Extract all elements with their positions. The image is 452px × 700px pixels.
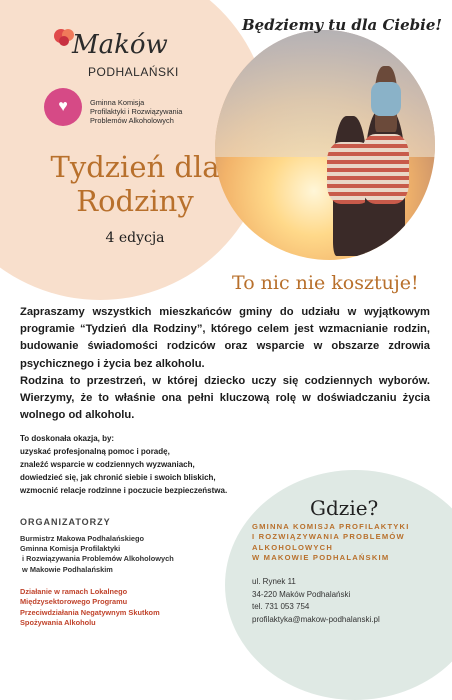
edition-label: 4 edycja — [105, 230, 165, 246]
program-note: Działanie w ramach Lokalnego Międzysektorowego Programu Przeciwdziałania Negatywnym Skutkom Spożywania Alkoholu — [20, 587, 160, 628]
commission-name: Gminna Komisja Profilaktyki i Rozwiązywania Problemów Alkoholowych — [90, 98, 183, 125]
family-heart-icon: ♥ — [44, 88, 82, 126]
intro-paragraph-2: Rodzina to przestrzeń, w której dziecko uczy się codziennych wyborów. Wierzymy, że to właśnie ona pełni kluczową rolę w doświadczaniu życia wolnego od alkoholu. — [20, 374, 430, 422]
logo-subtitle: PODHALAŃSKI — [88, 65, 179, 79]
intro-text — [20, 304, 430, 424]
email[interactable]: profilaktyka@makow-podhalanski.pl — [252, 614, 380, 624]
street: ul. Rynek 11 — [252, 577, 296, 586]
location-organization: GMINNA KOMISJA PROFILAKTYKI I ROZWIĄZYWANIA PROBLEMÓW ALKOHOLOWYCH W MAKOWIE PODHALAŃSKIM — [252, 522, 410, 563]
free-of-charge-heading: To nic nie kosztuje! — [232, 272, 419, 294]
opportunity-list — [20, 432, 320, 497]
postal-city: 34-220 Maków Podhalański — [252, 589, 351, 599]
list-item: uzyskać profesjonalną pomoc i poradę, — [20, 447, 170, 456]
family-photo — [215, 30, 435, 260]
list-item: dowiedzieć się, jak chronić siebie i swoich bliskich, — [20, 473, 216, 482]
page-title: Tydzień dla Rodziny — [50, 150, 220, 218]
logo-name: Maków — [72, 30, 168, 60]
where-heading: Gdzie? — [310, 496, 379, 520]
organizers-list: Burmistrz Makowa Podhalańskiego Gminna Komisja Profilaktyki i Rozwiązywania Problemów Alkoholowych w Makowie Podhalańskim — [20, 534, 174, 574]
opportunity-heading: To doskonała okazja, by: — [20, 434, 115, 443]
phone: tel. 731 053 754 — [252, 602, 310, 612]
organizers-heading: ORGANIZATORZY — [20, 517, 111, 527]
intro-paragraph-1: Zapraszamy wszystkich mieszkańców gminy do udziału w wyjątkowym programie “Tydzień dla Rodziny”, którego celem jest wzmacnianie rodzin, budowanie świadomości rodziców oraz wsparcie w obszarze zdrowia psychicznego i życia bez alkoholu. — [20, 306, 430, 370]
list-item: wzmocnić relacje rodzinne i poczucie bezpieczeństwa. — [20, 486, 228, 495]
list-item: znaleźć wsparcie w codziennych wyzwaniach, — [20, 460, 195, 469]
address-block — [252, 576, 380, 626]
tagline: Będziemy tu dla Ciebie! — [242, 16, 442, 34]
